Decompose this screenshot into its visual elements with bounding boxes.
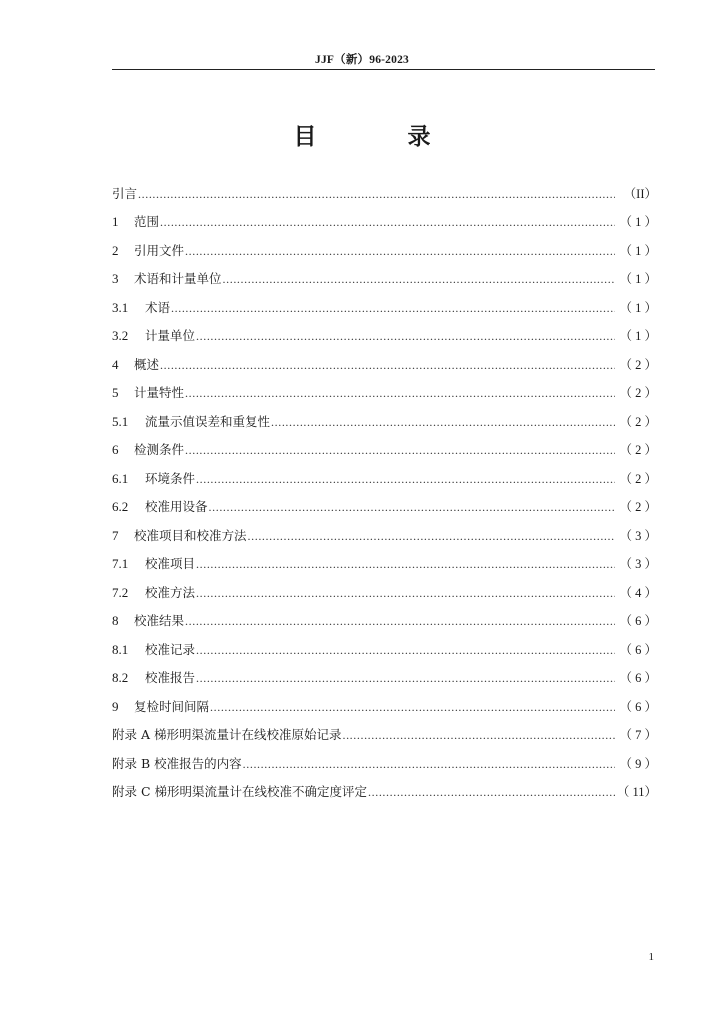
toc-entry-text: 校准项目 (145, 556, 196, 571)
toc-dot-leader (342, 725, 615, 745)
toc-dot-leader (160, 212, 615, 232)
toc-entry-text: 复检时间间隔 (134, 698, 210, 714)
toc-entry-3-1[interactable] (112, 289, 657, 318)
toc-entry-label (112, 326, 195, 346)
document-code-header: JJF（新）96-2023 (315, 54, 409, 66)
toc-entry-text: 附录 B 校准报告的内容 (112, 755, 242, 771)
toc-entry-page: （ 4 ） (619, 585, 657, 600)
toc-entry-9[interactable] (112, 688, 657, 717)
toc-entry-label (112, 241, 184, 261)
toc-entry-7-2[interactable] (112, 574, 657, 603)
toc-dot-leader (209, 497, 615, 517)
toc-entry-page: （ 1 ） (619, 243, 657, 258)
toc-entry-label (112, 611, 184, 631)
toc-entry-number: 5 (112, 385, 119, 400)
toc-dot-leader (138, 184, 615, 204)
toc-entry-5-1[interactable] (112, 403, 657, 432)
toc-dot-leader (223, 269, 615, 289)
toc-entry-label (112, 440, 184, 460)
toc-entry-text: 校准报告 (145, 670, 196, 685)
toc-entry-page: （ 1 ） (619, 215, 657, 229)
toc-entry-appendix-b[interactable] (112, 745, 657, 774)
toc-entry-label (112, 355, 159, 375)
toc-entry-number: 6.2 (112, 499, 129, 514)
toc-entry-page: （ 2 ） (619, 386, 657, 400)
toc-entry-text: 引言 (112, 185, 138, 201)
toc-entry-text: 校准记录 (145, 641, 196, 657)
toc-dot-leader (171, 298, 615, 318)
toc-entry-page: （ 6 ） (619, 671, 657, 685)
toc-entry-page: （ 6 ） (619, 642, 657, 657)
toc-entry-label (112, 725, 341, 745)
toc-entry-text: 附录 C 梯形明渠流量计在线校准不确定度评定 (112, 784, 368, 799)
toc-entry-number: 8 (112, 613, 119, 628)
toc-entry-4[interactable] (112, 346, 657, 375)
toc-entry-8[interactable] (112, 603, 657, 632)
toc-dot-leader (196, 469, 615, 489)
toc-entry-number: 2 (112, 242, 119, 258)
toc-entry-number: 9 (112, 698, 119, 714)
toc-dot-leader (210, 697, 615, 717)
toc-entry-text: 计量单位 (145, 328, 196, 343)
toc-entry-text: 校准结果 (134, 613, 185, 628)
toc-entry-page: （II） (623, 186, 657, 201)
toc-entry-label (112, 212, 159, 232)
toc-entry-foreword[interactable] (112, 175, 657, 204)
toc-entry-number: 5.1 (112, 413, 129, 429)
toc-entry-number: 7 (112, 527, 119, 543)
toc-dot-leader (185, 611, 615, 631)
toc-dot-leader (185, 440, 615, 460)
toc-entry-7[interactable] (112, 517, 657, 546)
toc-entry-page: （ 1 ） (619, 272, 657, 286)
toc-entry-number: 7.2 (112, 584, 129, 600)
toc-entry-number: 8.1 (112, 641, 129, 657)
toc-entry-label (112, 554, 195, 574)
toc-entry-8-1[interactable] (112, 631, 657, 660)
toc-entry-label (112, 269, 222, 289)
toc-entry-page: （ 11） (616, 785, 657, 799)
toc-dot-leader (271, 412, 615, 432)
toc-entry-label (112, 298, 170, 318)
toc-entry-page: （ 7 ） (619, 728, 657, 742)
toc-entry-label (112, 697, 209, 717)
toc-entry-label (112, 640, 195, 660)
toc-entry-page: （ 3 ） (619, 528, 657, 543)
toc-entry-label (112, 782, 367, 802)
toc-dot-leader (160, 355, 615, 375)
toc-dot-leader (196, 326, 615, 346)
toc-dot-leader (185, 241, 615, 261)
toc-entry-text: 引用文件 (134, 242, 185, 258)
toc-entry-2[interactable] (112, 232, 657, 261)
table-of-contents (112, 175, 657, 802)
toc-entry-label (112, 526, 247, 546)
toc-entry-6[interactable] (112, 432, 657, 461)
toc-entry-number: 8.2 (112, 670, 129, 685)
toc-entry-page: （ 2 ） (619, 471, 657, 486)
toc-entry-text: 校准方法 (145, 584, 196, 600)
toc-entry-7-1[interactable] (112, 546, 657, 575)
toc-dot-leader (196, 554, 615, 574)
toc-entry-page: （ 6 ） (619, 699, 657, 714)
toc-entry-text: 校准项目和校准方法 (134, 527, 247, 543)
toc-entry-label (112, 668, 195, 688)
toc-entry-appendix-c[interactable] (112, 774, 657, 803)
toc-entry-8-2[interactable] (112, 660, 657, 689)
header-divider (112, 69, 655, 70)
toc-entry-number: 1 (112, 214, 119, 229)
toc-entry-text: 计量特性 (134, 385, 185, 400)
toc-entry-text: 流量示值误差和重复性 (145, 413, 271, 429)
toc-dot-leader (196, 640, 615, 660)
toc-dot-leader (248, 526, 615, 546)
toc-entry-number: 3 (112, 271, 119, 286)
toc-entry-text: 概述 (134, 356, 160, 372)
toc-entry-6-1[interactable] (112, 460, 657, 489)
toc-entry-label (112, 412, 270, 432)
toc-dot-leader (185, 383, 615, 403)
toc-entry-number: 7.1 (112, 556, 129, 571)
toc-entry-page: （ 9 ） (619, 756, 657, 771)
toc-entry-label (112, 497, 208, 517)
toc-entry-6-2[interactable] (112, 489, 657, 518)
toc-entry-number: 3.1 (112, 299, 129, 315)
toc-entry-number: 3.2 (112, 328, 129, 343)
toc-entry-text: 术语 (145, 299, 171, 315)
toc-entry-label (112, 383, 184, 403)
toc-entry-appendix-a[interactable] (112, 717, 657, 746)
toc-dot-leader (196, 668, 615, 688)
toc-entry-text: 检测条件 (134, 442, 185, 457)
toc-entry-1[interactable] (112, 204, 657, 233)
toc-entry-3-2[interactable] (112, 318, 657, 347)
toc-entry-label (112, 469, 195, 489)
toc-entry-page: （ 2 ） (619, 500, 657, 514)
toc-entry-number: 6 (112, 442, 119, 457)
toc-entry-text: 校准用设备 (145, 499, 208, 514)
toc-entry-text: 术语和计量单位 (134, 271, 222, 286)
toc-entry-number: 4 (112, 356, 119, 372)
toc-title: 目 录 (293, 124, 465, 150)
toc-entry-label (112, 184, 137, 204)
toc-entry-page: （ 3 ） (619, 557, 657, 571)
toc-dot-leader (243, 754, 615, 774)
toc-entry-page: （ 2 ） (619, 414, 657, 429)
toc-entry-page: （ 1 ） (619, 329, 657, 343)
toc-entry-page: （ 6 ） (619, 614, 657, 628)
toc-entry-page: （ 2 ） (619, 443, 657, 457)
toc-entry-5[interactable] (112, 375, 657, 404)
toc-dot-leader (196, 583, 615, 603)
toc-entry-3[interactable] (112, 261, 657, 290)
toc-entry-text: 附录 A 梯形明渠流量计在线校准原始记录 (112, 727, 342, 742)
toc-entry-text: 范围 (134, 214, 160, 229)
toc-entry-page: （ 1 ） (619, 300, 657, 315)
page-number: 1 (648, 951, 654, 963)
toc-dot-leader (368, 782, 615, 802)
toc-entry-text: 环境条件 (145, 470, 196, 486)
toc-entry-number: 6.1 (112, 470, 129, 486)
toc-entry-page: （ 2 ） (619, 357, 657, 372)
toc-entry-label (112, 754, 242, 774)
toc-entry-label (112, 583, 195, 603)
